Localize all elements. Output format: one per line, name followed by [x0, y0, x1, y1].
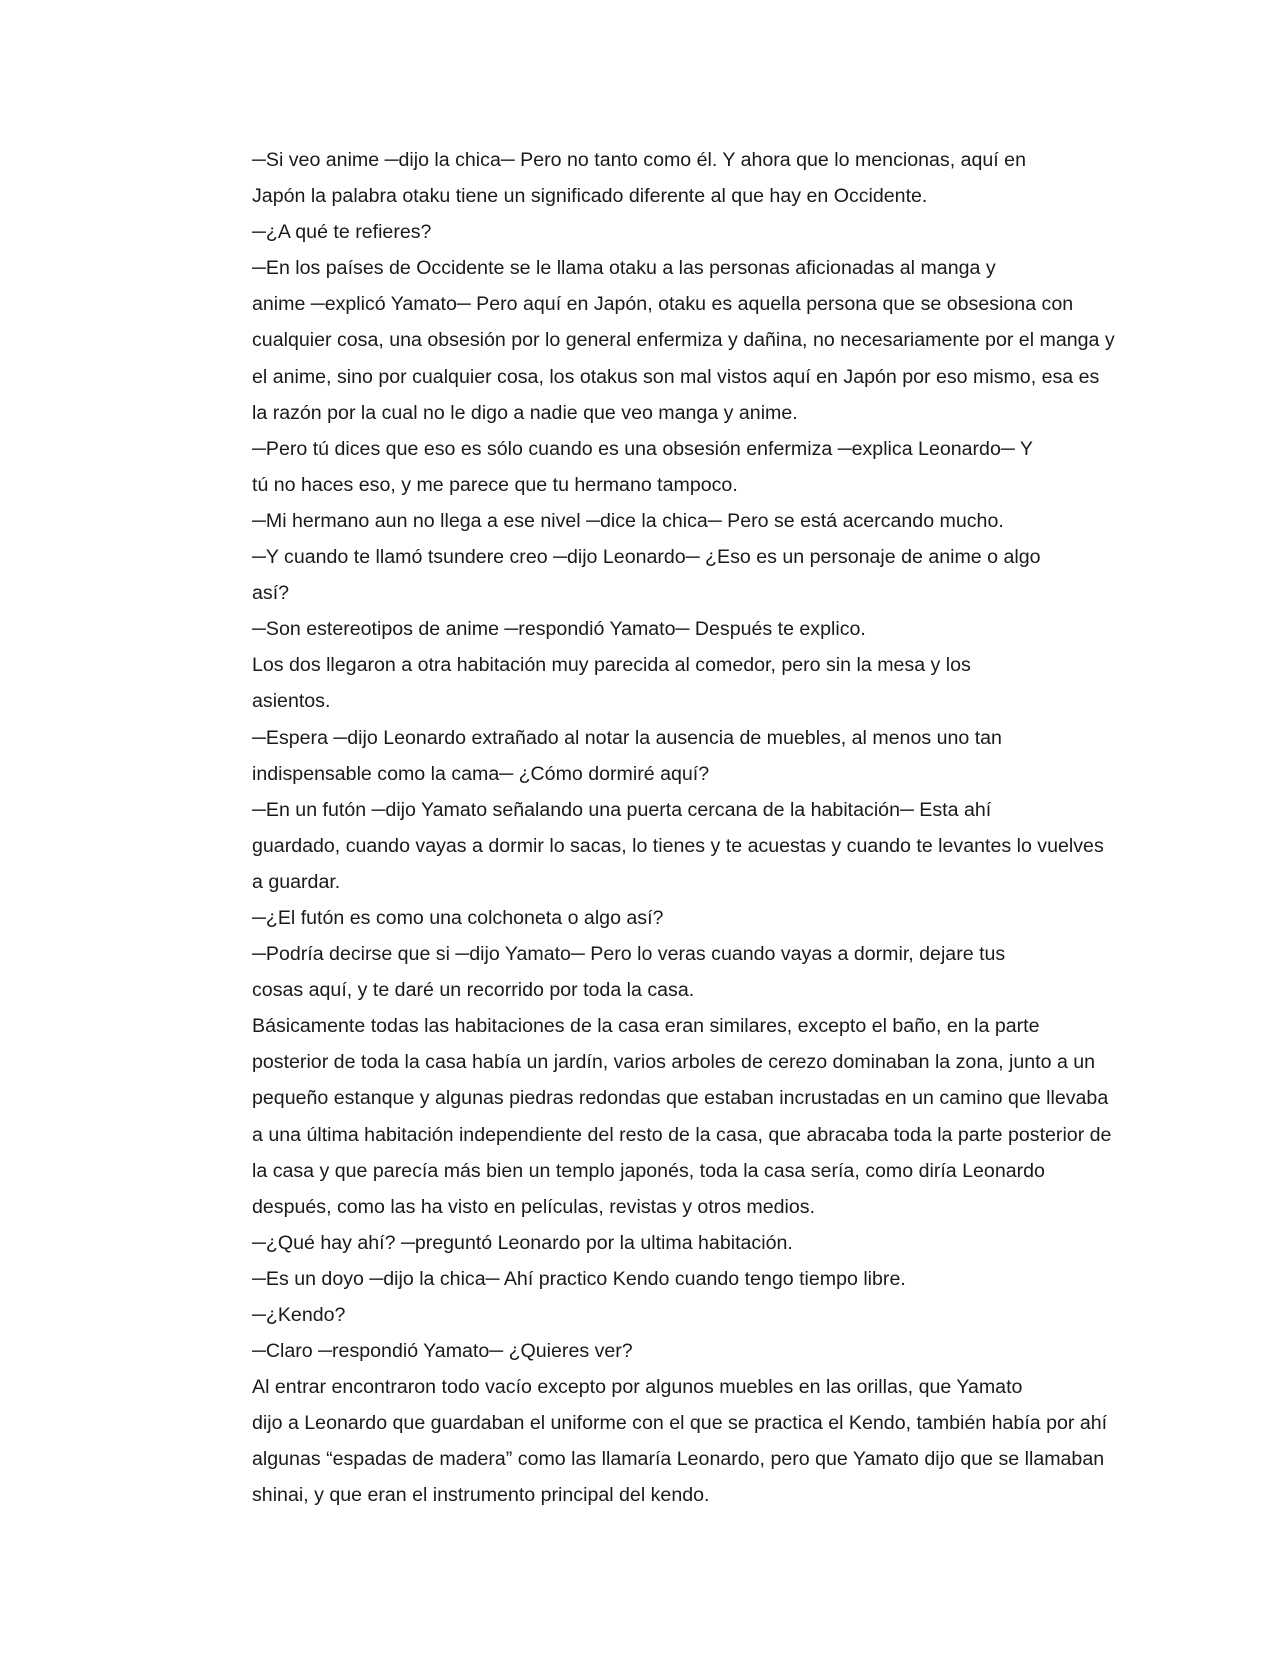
text-line: guardado, cuando vayas a dormir lo sacas, lo tienes y te acuestas y cuando te levantes lo vuelves: [252, 834, 1104, 857]
paragraph: [178, 431, 1098, 503]
text-line: la casa y que parecía más bien un templo japonés, toda la casa sería, como diría Leonardo: [252, 1159, 1045, 1182]
text-line: Japón la palabra otaku tiene un significado diferente al que hay en Occidente.: [252, 185, 928, 208]
text-line: ─Y cuando te llamó tsundere creo ─dijo Leonardo─ ¿Eso es un personaje de anime o algo: [252, 546, 1041, 569]
paragraph: [178, 1261, 1098, 1297]
text-line: tú no haces eso, y me parece que tu hermano tampoco.: [252, 473, 738, 496]
paragraph: [178, 936, 1098, 1008]
text-line: ─¿Qué hay ahí? ─preguntó Leonardo por la ultima habitación.: [252, 1231, 793, 1254]
paragraph: [178, 1333, 1098, 1369]
paragraph: [178, 647, 1098, 719]
paragraph: [178, 250, 1115, 430]
text-line: ─Es un doyo ─dijo la chica─ Ahí practico Kendo cuando tengo tiempo libre.: [252, 1267, 906, 1290]
text-line: asientos.: [252, 690, 331, 713]
text-line: ─Pero tú dices que eso es sólo cuando es una obsesión enfermiza ─explica Leonardo─ Y: [252, 437, 1033, 460]
text-line: Básicamente todas las habitaciones de la casa eran similares, excepto el baño, en la parte: [252, 1015, 1040, 1038]
paragraph: [178, 1225, 1098, 1261]
text-line: a guardar.: [252, 870, 341, 893]
text-line: ─¿Kendo?: [252, 1304, 346, 1326]
text-line: Los dos llegaron a otra habitación muy parecida al comedor, pero sin la mesa y los: [252, 654, 971, 677]
text-line: ─¿El futón es como una colchoneta o algo así?: [252, 906, 664, 929]
paragraph: [178, 900, 1098, 936]
text-line: ─En los países de Occidente se le llama otaku a las personas aficionadas al manga y: [252, 257, 996, 280]
text-line: ─Son estereotipos de anime ─respondió Yamato─ Después te explico.: [252, 618, 866, 641]
text-line: ─En un futón ─dijo Yamato señalando una puerta cercana de la habitación─ Esta ahí: [252, 798, 992, 821]
paragraph: [178, 539, 1098, 611]
text-line: Al entrar encontraron todo vacío excepto por algunos muebles en las orillas, que Yamato: [252, 1376, 1023, 1399]
paragraph: [178, 1297, 1098, 1333]
text-line: algunas “espadas de madera” como las llamaría Leonardo, pero que Yamato dijo que se llamaban: [252, 1448, 1105, 1471]
text-line: ─Espera ─dijo Leonardo extrañado al notar la ausencia de muebles, al menos uno tan: [252, 726, 1002, 749]
text-line: cosas aquí, y te daré un recorrido por toda la casa.: [252, 979, 695, 1002]
text-line: ─Si veo anime ─dijo la chica─ Pero no tanto como él. Y ahora que lo mencionas, aquí en: [252, 149, 1026, 171]
text-line: ─Podría decirse que si ─dijo Yamato─ Pero lo veras cuando vayas a dormir, dejare tus: [252, 943, 1006, 966]
text-line: ─¿A qué te refieres?: [252, 221, 432, 244]
text-line: después, como las ha visto en películas, revistas y otros medios.: [252, 1195, 816, 1218]
paragraph: [178, 1369, 1108, 1513]
text-line: ─Mi hermano aun no llega a ese nivel ─dice la chica─ Pero se está acercando mucho.: [252, 509, 1004, 532]
text-line: indispensable como la cama─ ¿Cómo dormiré aquí?: [252, 762, 710, 785]
text-line: anime ─explicó Yamato─ Pero aquí en Japón, otaku es aquella persona que se obsesiona con: [252, 293, 1074, 316]
text-line: el anime, sino por cualquier cosa, los otakus son mal vistos aquí en Japón por eso mismo, esa es: [252, 365, 1100, 388]
text-line: posterior de toda la casa había un jardín, varios arboles de cerezo dominaban la zona, junto a un: [252, 1051, 1096, 1074]
text-line: shinai, y que eran el instrumento principal del kendo.: [252, 1484, 710, 1507]
paragraph: [178, 792, 1104, 900]
text-line: cualquier cosa, una obsesión por lo general enfermiza y dañina, no necesariamente por el manga y: [252, 329, 1115, 352]
text-line: pequeño estanque y algunas piedras redondas que estaban incrustadas en un camino que llevaba: [252, 1087, 1109, 1110]
paragraph: [178, 720, 1098, 792]
paragraph: [178, 611, 1098, 647]
paragraph: [178, 142, 1098, 214]
paragraph: [178, 214, 1098, 250]
text-line: la razón por la cual no le digo a nadie que veo manga y anime.: [252, 401, 798, 424]
text-line: dijo a Leonardo que guardaban el uniforme con el que se practica el Kendo, también había por ahí: [252, 1412, 1108, 1435]
document-body: [178, 142, 1115, 1514]
paragraph: [178, 1008, 1112, 1225]
text-line: así?: [252, 582, 290, 605]
text-line: ─Claro ─respondió Yamato─ ¿Quieres ver?: [252, 1340, 633, 1363]
paragraph: [178, 503, 1098, 539]
text-line: a una última habitación independiente del resto de la casa, que abracaba toda la parte posterior de: [252, 1123, 1112, 1146]
